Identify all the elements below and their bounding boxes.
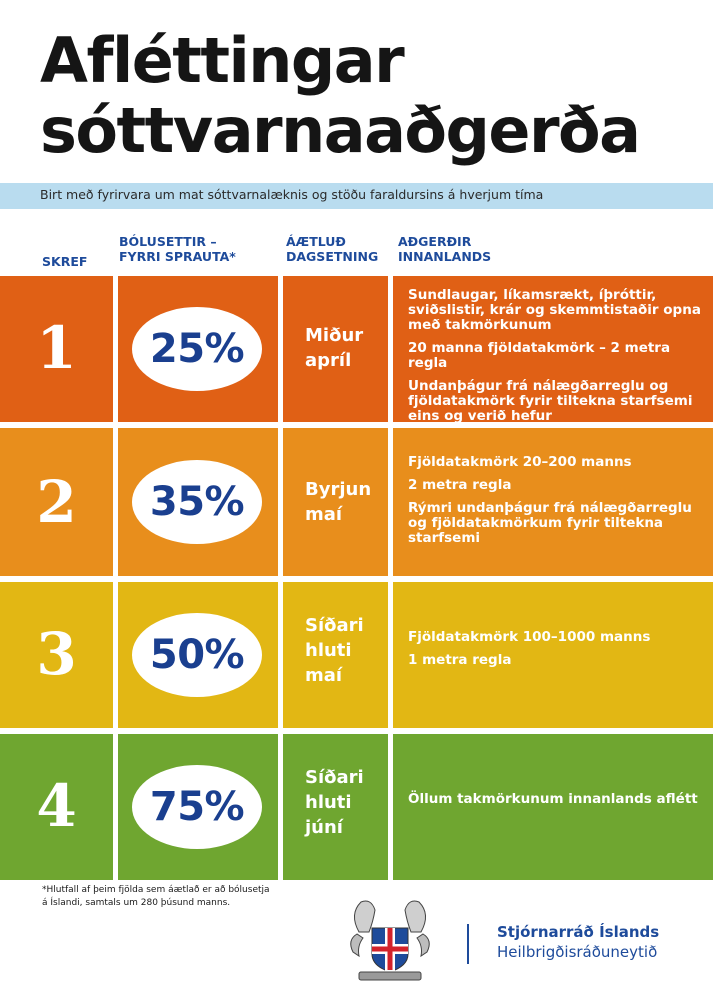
step-number: 3 bbox=[36, 620, 77, 688]
step-number: 1 bbox=[36, 314, 77, 382]
subtitle-text: Birt með fyrirvara um mat sóttvarnalæknis og stöðu faraldursins á hverjum tíma bbox=[40, 187, 544, 202]
vaccination-cell bbox=[118, 428, 278, 576]
planned-date: Síðari hluti júní bbox=[305, 767, 364, 838]
org-divider bbox=[467, 924, 469, 964]
org-name: Stjórnarráð Íslands bbox=[497, 923, 660, 941]
org-block bbox=[497, 922, 659, 962]
step-row-1 bbox=[0, 276, 713, 422]
subtitle-bar bbox=[0, 183, 713, 209]
title-line-1: Afléttingar bbox=[40, 24, 404, 97]
vaccination-percent: 35% bbox=[149, 479, 245, 525]
vaccination-cell bbox=[118, 582, 278, 728]
coat-of-arms-icon bbox=[345, 892, 435, 984]
actions-cell bbox=[393, 582, 713, 728]
percent-oval bbox=[132, 765, 262, 849]
step-row-2 bbox=[0, 428, 713, 576]
date-cell bbox=[283, 734, 388, 880]
action-item: 1 metra regla bbox=[408, 652, 512, 668]
footnote: *Hlutfall af þeim fjölda sem áætlað er að bólusetja á Íslandi, samtals um 280 þúsund manns. bbox=[42, 885, 270, 908]
vaccination-cell bbox=[118, 276, 278, 422]
action-item: Fjöldatakmörk 20–200 manns bbox=[408, 454, 632, 470]
planned-date: Síðari hluti maí bbox=[305, 615, 364, 686]
actions-cell bbox=[393, 428, 713, 576]
actions-list bbox=[408, 792, 703, 815]
step-number: 2 bbox=[36, 468, 77, 536]
actions-cell bbox=[393, 276, 713, 422]
percent-oval bbox=[132, 307, 262, 391]
step-row-3 bbox=[0, 582, 713, 728]
action-item: Undanþágur frá nálægðarreglu og fjöldatakmörk fyrir tiltekna starfsemi eins og verið hefur bbox=[408, 378, 693, 424]
vaccination-cell bbox=[118, 734, 278, 880]
vaccination-percent: 25% bbox=[149, 326, 245, 372]
step-number-cell bbox=[0, 428, 113, 576]
actions-cell bbox=[393, 734, 713, 880]
planned-date: Miður apríl bbox=[305, 325, 364, 371]
step-number-cell bbox=[0, 734, 113, 880]
actions-list bbox=[408, 288, 703, 432]
page-title bbox=[40, 26, 639, 166]
action-item: 2 metra regla bbox=[408, 477, 512, 493]
vaccination-percent: 50% bbox=[149, 632, 245, 678]
step-number-cell bbox=[0, 276, 113, 422]
date-cell bbox=[283, 276, 388, 422]
action-item: Fjöldatakmörk 100–1000 manns bbox=[408, 629, 651, 645]
actions-list bbox=[408, 630, 703, 676]
action-item: Öllum takmörkunum innanlands aflétt bbox=[408, 791, 698, 807]
action-item: 20 manna fjöldatakmörk – 2 metra regla bbox=[408, 340, 671, 371]
step-number-cell bbox=[0, 582, 113, 728]
header-bolusettir: BÓLUSETTIR – FYRRI SPRAUTA* bbox=[119, 234, 236, 264]
percent-oval bbox=[132, 613, 262, 697]
header-adgerdir: AÐGERÐIR INNANLANDS bbox=[398, 234, 492, 264]
date-cell bbox=[283, 582, 388, 728]
planned-date: Byrjun maí bbox=[305, 479, 372, 525]
vaccination-percent: 75% bbox=[149, 784, 245, 830]
step-row-4 bbox=[0, 734, 713, 880]
title-line-2: sóttvarnaaðgerða bbox=[40, 94, 640, 167]
step-number: 4 bbox=[36, 772, 77, 840]
ministry-name: Heilbrigðisráðuneytið bbox=[497, 943, 658, 961]
header-aetlud: ÁÆTLUÐ DAGSETNING bbox=[286, 234, 379, 264]
date-cell bbox=[283, 428, 388, 576]
action-item: Sundlaugar, líkamsrækt, íþróttir, sviðslistir, krár og skemmtistaðir opna með takmörkunum bbox=[408, 287, 701, 333]
actions-list bbox=[408, 455, 703, 554]
percent-oval bbox=[132, 460, 262, 544]
header-skref: SKREF bbox=[42, 254, 88, 269]
action-item: Rýmri undanþágur frá nálægðarreglu og fjöldatakmörkum fyrir tiltekna starfsemi bbox=[408, 500, 692, 546]
